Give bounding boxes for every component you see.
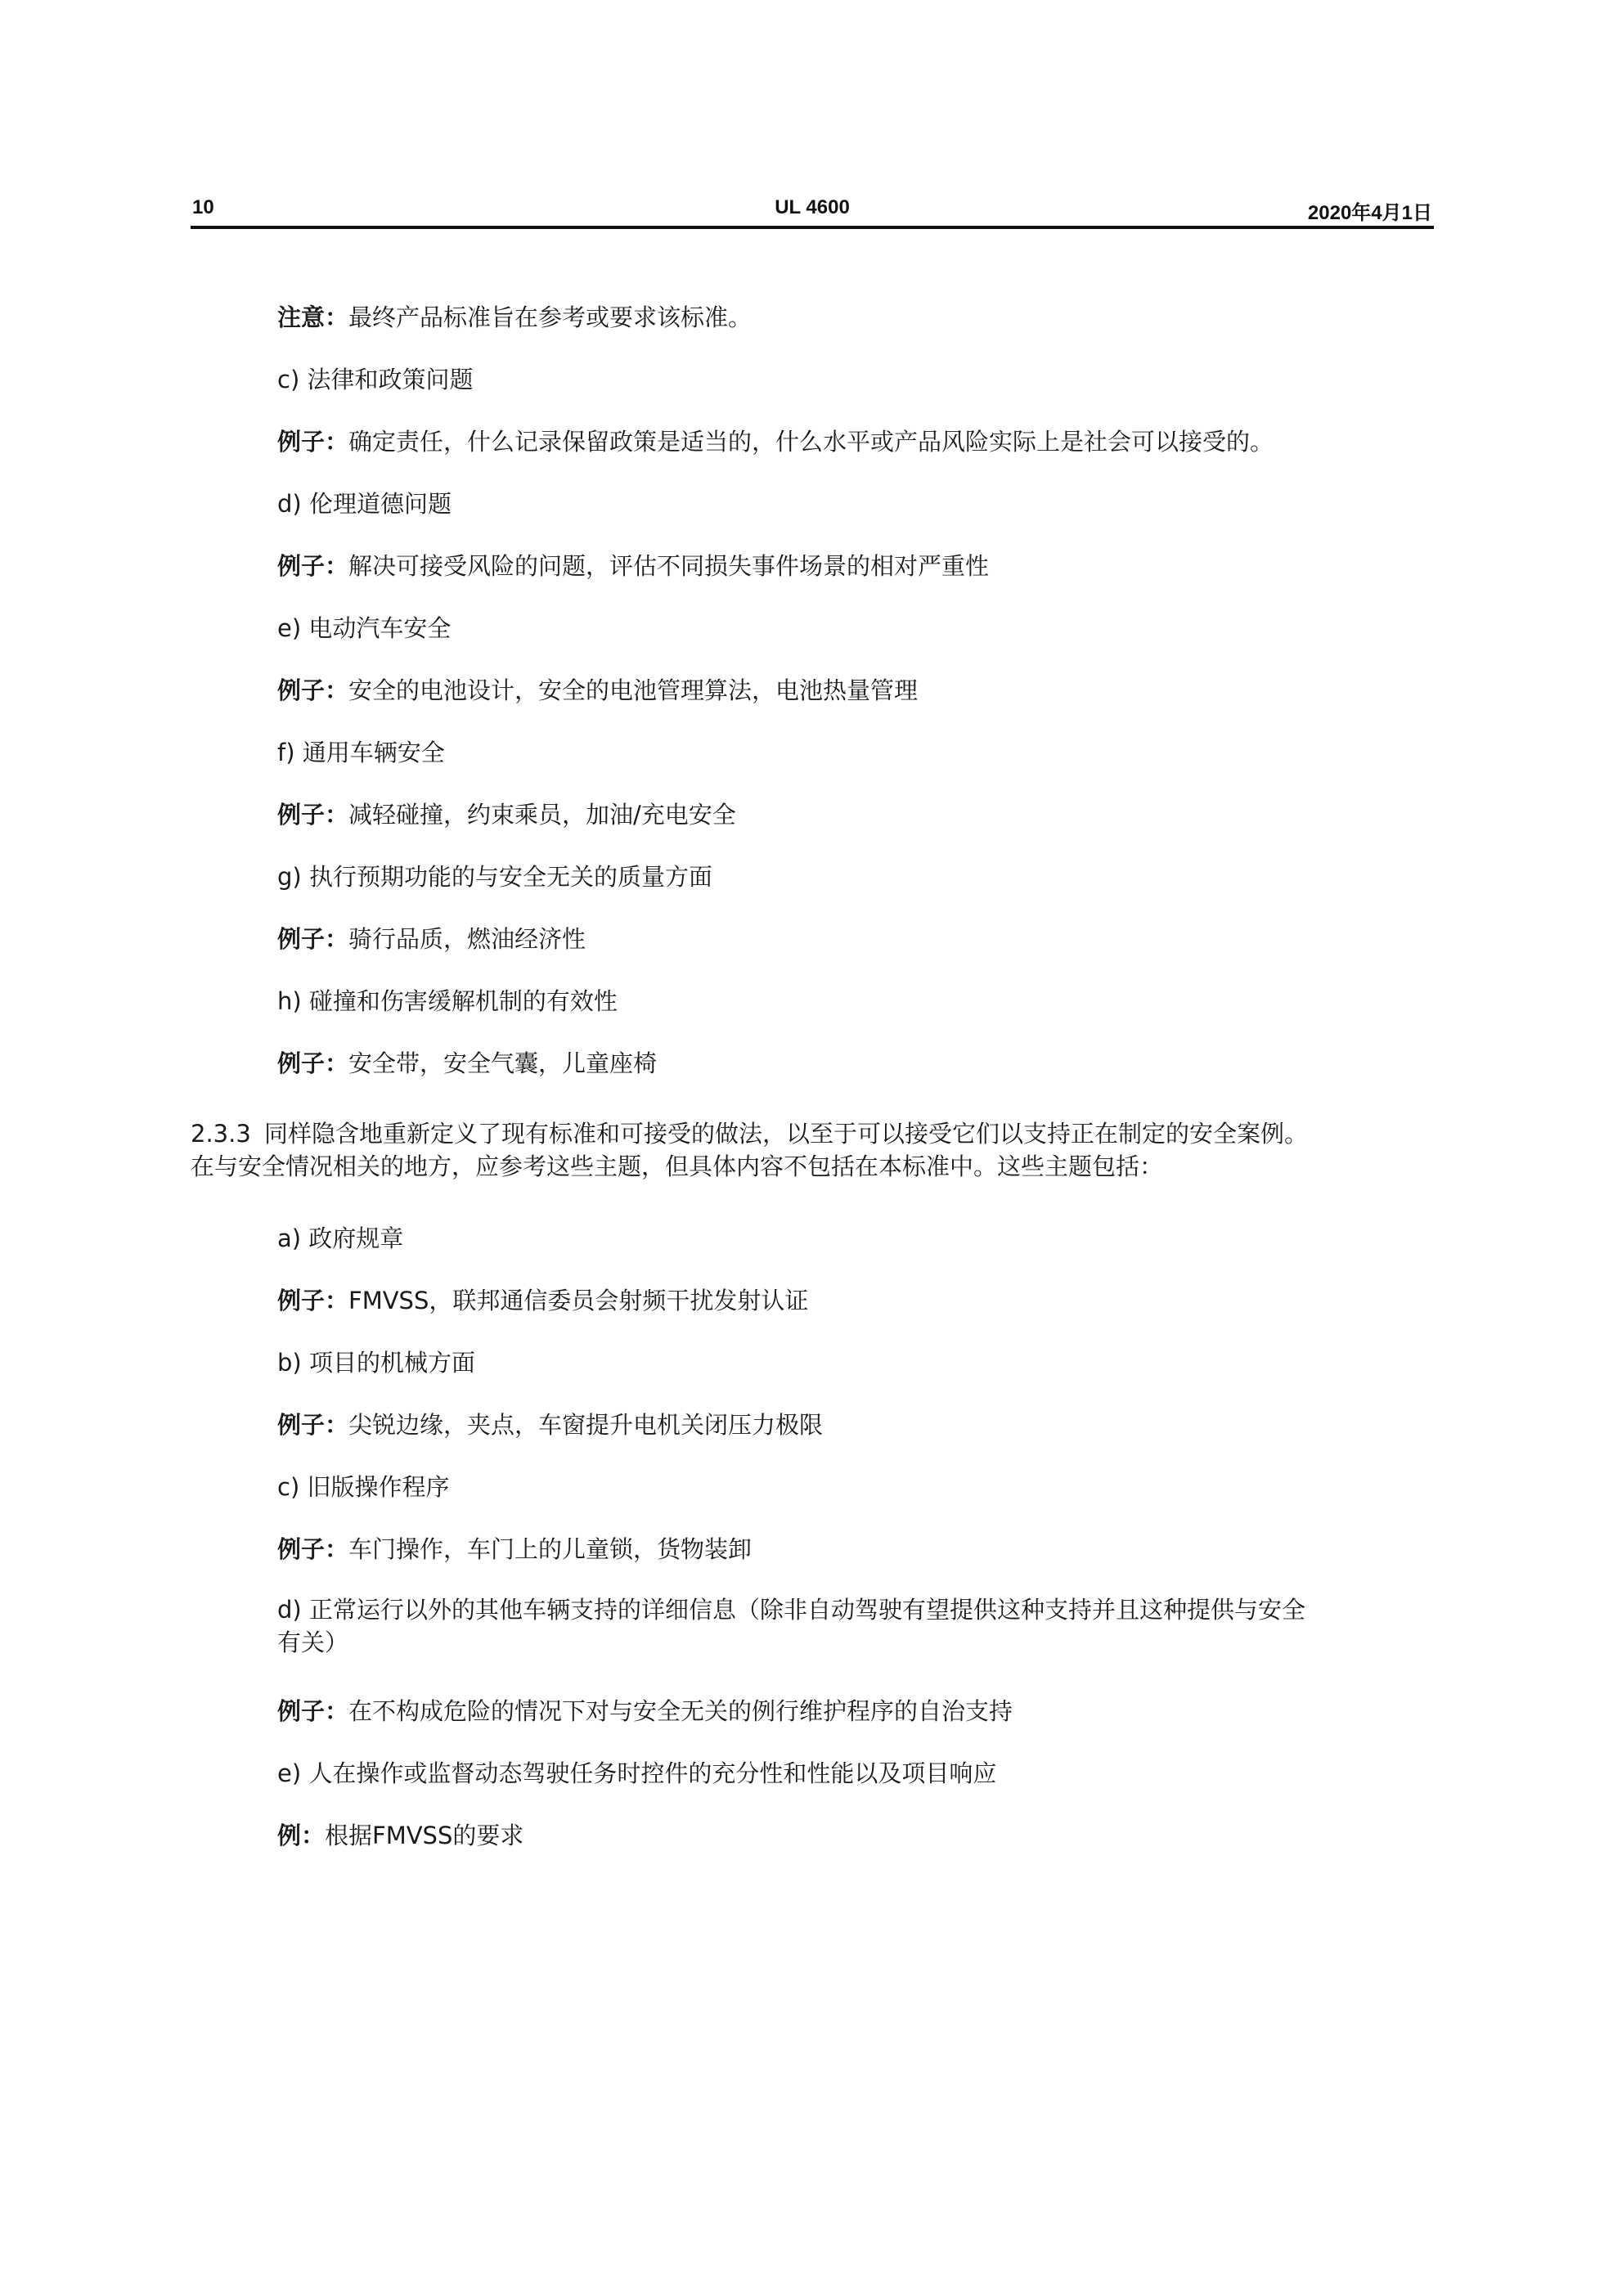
line-text: c) 旧版操作程序 <box>277 1473 450 1501</box>
line-text: e) 人在操作或监督动态驾驶任务时控件的充分性和性能以及项目响应 <box>277 1759 997 1787</box>
example-line <box>277 798 736 831</box>
line-text: 最终产品标准旨在参考或要求该标准。 <box>348 303 753 331</box>
example-line <box>277 674 918 707</box>
line-label: 例子： <box>277 925 349 953</box>
line-text: FMVSS，联邦通信委员会射频干扰发射认证 <box>348 1287 809 1314</box>
line-label: 例子： <box>277 552 349 580</box>
list-item-g <box>277 860 712 893</box>
line-text: f) 通用车辆安全 <box>277 739 445 766</box>
item-d-line-1: d) 正常运行以外的其他车辆支持的详细信息（除非自动驾驶有望提供这种支持并且这种提供与安全 <box>277 1596 1305 1624</box>
list-item-a <box>277 1222 403 1255</box>
line-label: 例子： <box>277 676 349 704</box>
section-line-1 <box>191 1117 1434 1150</box>
list-item-e <box>277 612 451 645</box>
example-line <box>277 550 989 582</box>
section-text-2: 在与安全情况相关的地方，应参考这些主题，但具体内容不包括在本标准中。这些主题包括： <box>191 1152 1164 1180</box>
line-label: 例子： <box>277 1049 349 1077</box>
list-item-f <box>277 736 445 769</box>
list-item-d <box>277 1593 1434 1659</box>
list-item-c <box>277 1471 449 1503</box>
line-text: 尖锐边缘，夹点，车窗提升电机关闭压力极限 <box>348 1411 824 1439</box>
list-item-b <box>277 1346 475 1379</box>
line-text: 骑行品质，燃油经济性 <box>348 925 586 953</box>
line-text: d) 伦理道德问题 <box>277 490 452 518</box>
example-line <box>277 1533 752 1566</box>
list-item-h <box>277 985 618 1018</box>
line-label: 例子： <box>277 1287 349 1314</box>
standard-title: UL 4600 <box>775 196 850 218</box>
example-line <box>277 425 1274 458</box>
line-text: 安全的电池设计，安全的电池管理算法，电池热量管理 <box>348 676 919 704</box>
example-line <box>277 1047 657 1080</box>
line-label: 例子： <box>277 428 349 456</box>
section-text-1: 同样隐含地重新定义了现有标准和可接受的做法，以至于可以接受它们以支持正在制定的安全案例。 <box>264 1120 1309 1148</box>
line-text: 在不构成危险的情况下对与安全无关的例行维护程序的自治支持 <box>348 1697 1013 1725</box>
page-date: 2020年4月1日 <box>1307 202 1432 224</box>
page-header <box>191 196 1434 229</box>
line-text: 安全带，安全气囊，儿童座椅 <box>348 1049 658 1077</box>
list-item-e <box>277 1757 996 1790</box>
line-text: a) 政府规章 <box>277 1224 404 1252</box>
line-text: c) 法律和政策问题 <box>277 366 474 393</box>
list-item-c <box>277 363 473 396</box>
example-line <box>277 1409 823 1441</box>
line-label: 例子： <box>277 1697 349 1725</box>
item-d-line-2: 有关） <box>277 1629 349 1656</box>
note-line <box>277 301 752 334</box>
section-number: 2.3.3 <box>191 1120 251 1148</box>
line-text: 根据FMVSS的要求 <box>325 1822 524 1849</box>
line-text: 确定责任，什么记录保留政策是适当的，什么水平或产品风险实际上是社会可以接受的。 <box>348 428 1274 456</box>
section-line-2 <box>191 1150 1434 1183</box>
line-text: 解决可接受风险的问题，评估不同损失事件场景的相对严重性 <box>348 552 990 580</box>
line-label: 注意： <box>277 303 349 331</box>
list-item-d <box>277 488 452 520</box>
line-label: 例子： <box>277 1535 349 1563</box>
line-text: h) 碰撞和伤害缓解机制的有效性 <box>277 987 618 1015</box>
line-text: g) 执行预期功能的与安全无关的质量方面 <box>277 863 712 891</box>
example-line <box>277 923 586 955</box>
example-line <box>277 1284 808 1317</box>
section-2-3-3 <box>191 1117 1434 1183</box>
line-text: b) 项目的机械方面 <box>277 1349 475 1377</box>
page-number: 10 <box>192 196 214 218</box>
line-text: 车门操作，车门上的儿童锁，货物装卸 <box>348 1535 753 1563</box>
line-label: 例子： <box>277 1411 349 1439</box>
example-line <box>277 1819 523 1852</box>
line-label: 例： <box>277 1822 326 1849</box>
line-text: 减轻碰撞，约束乘员，加油/充电安全 <box>348 801 736 829</box>
line-text: e) 电动汽车安全 <box>277 614 452 642</box>
line-label: 例子： <box>277 801 349 829</box>
example-line <box>277 1695 1013 1728</box>
